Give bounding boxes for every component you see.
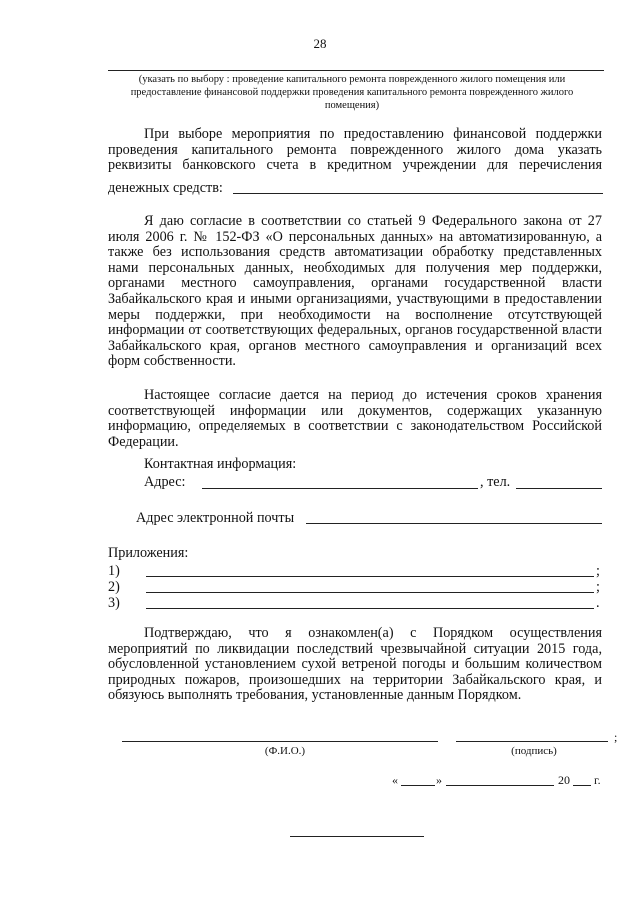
bank-paragraph-text: При выборе мероприятия по предоставлению финансовой поддержки проведения капитального ремонта поврежденного жилого дома указать реквизиты банковского счета в кредитном учреждении для перечисления	[108, 126, 602, 174]
period-paragraph-text: Настоящее согласие дается на период до истечения сроков хранения соответствующей информации или документов, содержащих указанную информацию, определяемых в соответствии с законодательством Российской Федерации.	[108, 387, 602, 450]
attachment-field[interactable]	[146, 608, 594, 609]
choice-note: (указать по выбору : проведение капитального ремонта поврежденного жилого помещения или предоставление финансовой поддержки проведения капитального ремонта поврежденного жилого помещения)	[130, 74, 574, 111]
confirm-paragraph	[108, 626, 602, 704]
bank-details-field[interactable]	[233, 193, 603, 194]
phone-field[interactable]	[516, 488, 602, 489]
period-paragraph	[108, 388, 602, 450]
attachment-end: .	[596, 595, 600, 611]
attachment-field[interactable]	[146, 576, 594, 577]
address-label: Адрес:	[144, 474, 186, 490]
attachment-number: 2)	[108, 579, 120, 595]
signature-field[interactable]	[456, 741, 608, 742]
email-label: Адрес электронной почты	[136, 510, 295, 526]
date-day-field[interactable]	[401, 785, 435, 786]
attachment-end: ;	[596, 563, 600, 579]
date-open-quote: «	[392, 773, 398, 787]
address-field[interactable]	[202, 488, 478, 489]
consent-paragraph-text: Я даю согласие в соответствии со статьей 9 Федерального закона от 27 июля 2006 г. № 152-ФЗ «О персональных данных» на автоматизированную, а также без использования средств автоматизации обработку представленных нами персональных данных, необходимых для получения мер поддержки, органами местного самоуправления, органами государственной власти Забайкальского края и иными организациями, участвующими в предоставлении меры поддержки, при необходимости на восполнение отсутствующей информации от соответствующих федеральных, органов государственной власти Забайкальского края, органов местного самоуправления и организаций всех форм собственности.	[108, 213, 602, 370]
bottom-separator	[290, 836, 424, 837]
date-year-prefix: 20	[558, 773, 570, 787]
attachment-end: ;	[596, 579, 600, 595]
fio-field[interactable]	[122, 741, 438, 742]
page-number: 28	[313, 36, 327, 51]
date-close-quote: »	[436, 773, 442, 787]
date-year-suffix: г.	[594, 773, 601, 787]
consent-paragraph	[108, 214, 602, 370]
signature-line-end: ;	[614, 730, 618, 744]
attachments-heading: Приложения:	[108, 545, 189, 561]
date-month-field[interactable]	[446, 785, 554, 786]
date-year-field[interactable]	[573, 785, 591, 786]
bank-last-line-label: денежных средств:	[108, 180, 223, 196]
attachment-number: 3)	[108, 595, 120, 611]
choice-line	[108, 70, 604, 71]
fio-caption: (Ф.И.О.)	[264, 745, 306, 757]
confirm-paragraph-text: Подтверждаю, что я ознакомлен(а) с Порядком осуществления мероприятий по ликвидации последствий чрезвычайной ситуации 2015 года, обусловленной установлением сухой ветреной погоды и большим количеством природных пожаров, произошедших на территории Забайкальского края, и обязуюсь выполнять требования, установленные данным Порядком.	[108, 625, 602, 704]
bank-paragraph	[108, 127, 602, 174]
phone-label: , тел.	[480, 474, 511, 490]
attachment-number: 1)	[108, 563, 120, 579]
signature-caption: (подпись)	[511, 745, 557, 757]
attachment-field[interactable]	[146, 592, 594, 593]
contact-heading: Контактная информация:	[144, 456, 297, 472]
email-field[interactable]	[306, 523, 602, 524]
